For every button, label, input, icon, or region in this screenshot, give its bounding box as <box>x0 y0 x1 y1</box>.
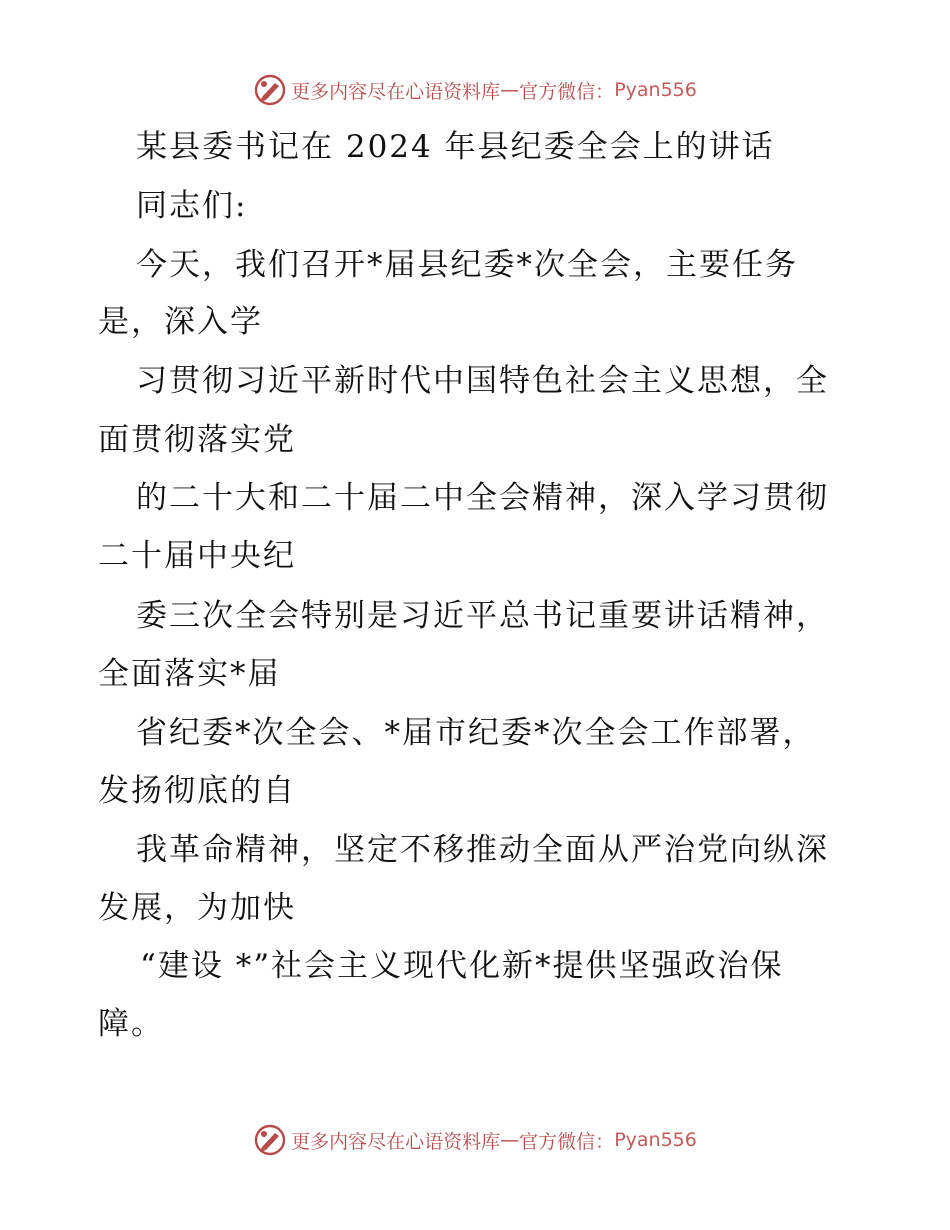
footer-watermark <box>0 1120 950 1160</box>
document-title: 某县委书记在 2024 年县纪委全会上的讲话 <box>136 129 775 165</box>
watermark-id: Pyan556 <box>614 79 697 101</box>
pen-circle-logo-icon <box>253 73 287 107</box>
paragraph-line: 发扬彻底的自 <box>98 773 296 809</box>
paragraph-line: 是，深入学 <box>98 304 263 340</box>
pen-circle-logo-icon <box>253 1123 287 1157</box>
salutation: 同志们: <box>136 188 248 224</box>
paragraph-line: 委三次全会特别是习近平总书记重要讲话精神， <box>136 598 829 634</box>
paragraph-line: 面贯彻落实党 <box>98 422 296 458</box>
paragraph-line: 发展，为加快 <box>98 890 296 926</box>
paragraph-line: 的二十大和二十届二中全会精神，深入学习贯彻 <box>136 480 829 516</box>
paragraph-line: 全面落实*届 <box>98 656 281 692</box>
watermark-separator: — <box>500 1129 520 1151</box>
paragraph-line: 障。 <box>98 1006 164 1042</box>
header-watermark <box>0 70 950 110</box>
watermark-text: 更多内容尽在心语资料库 <box>291 1130 501 1153</box>
paragraph-line: 我革命精神，坚定不移推动全面从严治党向纵深 <box>136 832 829 868</box>
watermark-separator: — <box>500 79 520 101</box>
paragraph-line: 二十届中央纪 <box>98 538 296 574</box>
paragraph-line: 省纪委*次全会、*届市纪委*次全会工作部署， <box>136 715 816 751</box>
watermark-id: Pyan556 <box>614 1129 697 1151</box>
paragraph-line: 今天，我们召开*届县纪委*次全会，主要任务 <box>136 247 798 283</box>
watermark-text: 更多内容尽在心语资料库 <box>291 80 501 103</box>
paragraph-line: “建设 *”社会主义现代化新*提供坚强政治保 <box>140 948 784 984</box>
watermark-contact: 官方微信： <box>519 80 615 103</box>
paragraph-line: 习贯彻习近平新时代中国特色社会主义思想，全 <box>136 363 829 399</box>
watermark-contact: 官方微信： <box>519 1130 615 1153</box>
